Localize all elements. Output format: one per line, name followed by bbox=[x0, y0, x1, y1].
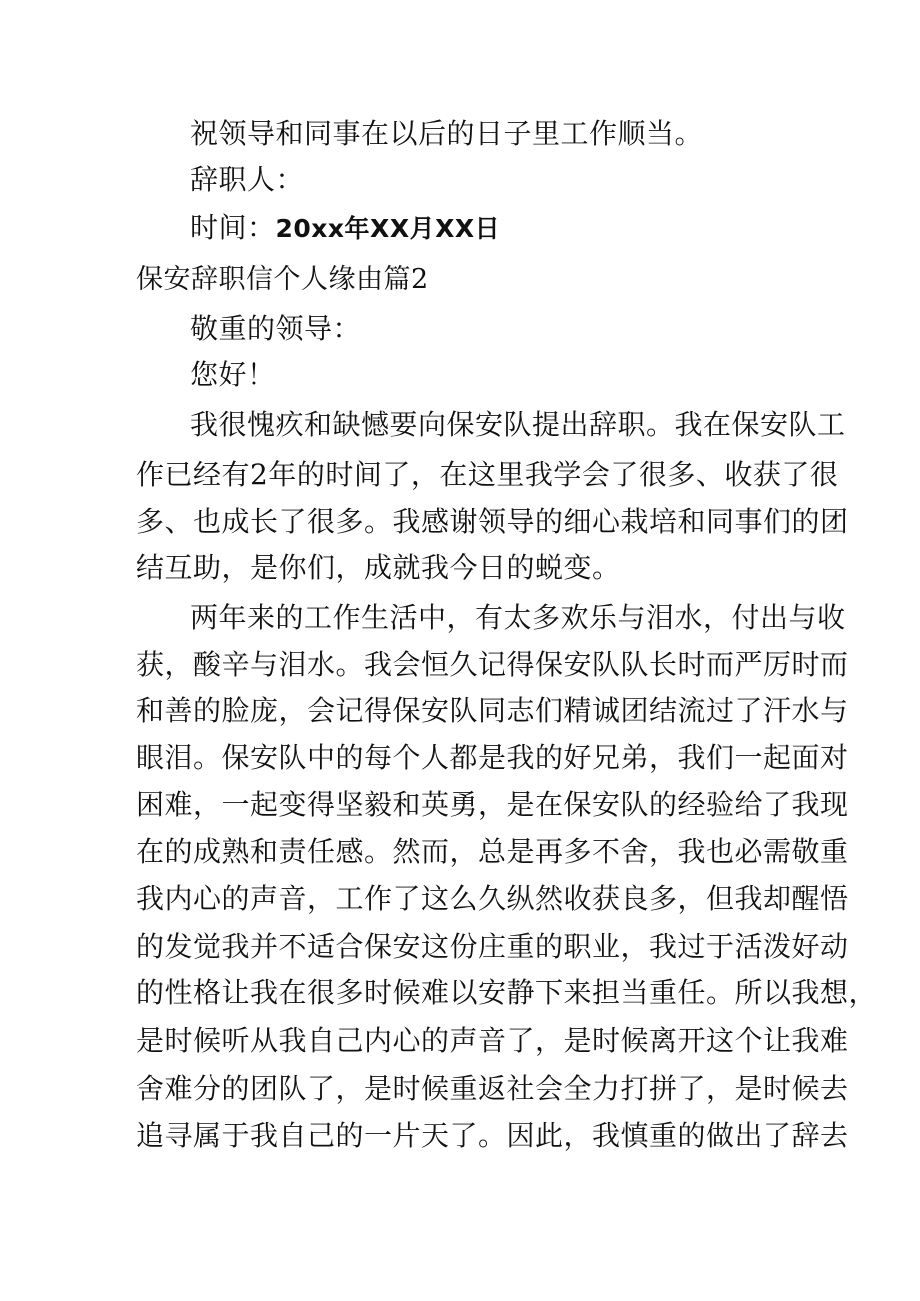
paragraph-1-line: 结互助，是你们，成就我今日的蜕变。 bbox=[136, 551, 621, 584]
paragraph-2-line: 我内心的声音，工作了这么久纵然收获良多，但我却醒悟 bbox=[136, 882, 849, 915]
paragraph-2-line: 和善的脸庞，会记得保安队同志们精诚团结流过了汗水与 bbox=[136, 694, 849, 727]
paragraph-2-line: 的发觉我并不适合保安这份庄重的职业，我过于活泼好动 bbox=[136, 930, 849, 963]
paragraph-1-line: 多、也成长了很多。我感谢领导的细心栽培和同事们的团 bbox=[136, 505, 849, 538]
paragraph-1-line: 我很愧疚和缺憾要向保安队提出辞职。我在保安队工 bbox=[190, 408, 846, 441]
date-value: 20xx年XX月XX日 bbox=[275, 214, 501, 243]
paragraph-2-line: 舍难分的团队了，是时候重返社会全力打拼了，是时候去 bbox=[136, 1072, 849, 1105]
date-label: 时间： bbox=[190, 211, 276, 244]
date-line bbox=[190, 206, 500, 251]
salutation: 敬重的领导： bbox=[190, 312, 362, 345]
paragraph-2-line: 困难，一起变得坚毅和英勇，是在保安队的经验给了我现 bbox=[136, 788, 849, 821]
paragraph-2-line: 眼泪。保安队中的每个人都是我的好兄弟，我们一起面对 bbox=[136, 741, 849, 774]
signer-label: 辞职人： bbox=[190, 163, 305, 196]
paragraph-2-line: 获，酸辛与泪水。我会恒久记得保安队队长时而严厉时而 bbox=[136, 648, 849, 681]
paragraph-1-line: 作已经有2年的时间了，在这里我学会了很多、收获了很 bbox=[136, 458, 839, 491]
section-title: 保安辞职信个人缘由篇2 bbox=[136, 264, 429, 295]
paragraph-2-line: 的性格让我在很多时候难以安静下来担当重任。所以我想， bbox=[136, 976, 878, 1009]
greeting: 您好！ bbox=[190, 358, 276, 391]
paragraph-2-line: 是时候听从我自己内心的声音了，是时候离开这个让我难 bbox=[136, 1024, 849, 1057]
paragraph-2-line: 两年来的工作生活中，有太多欢乐与泪水，付出与收 bbox=[190, 601, 846, 634]
paragraph-2-line: 在的成熟和责任感。然而，总是再多不舍，我也必需敬重 bbox=[136, 835, 849, 868]
paragraph-2-line: 追寻属于我自己的一片天了。因此，我慎重的做出了辞去 bbox=[136, 1119, 849, 1152]
closing-wish: 祝领导和同事在以后的日子里工作顺当。 bbox=[190, 117, 704, 150]
